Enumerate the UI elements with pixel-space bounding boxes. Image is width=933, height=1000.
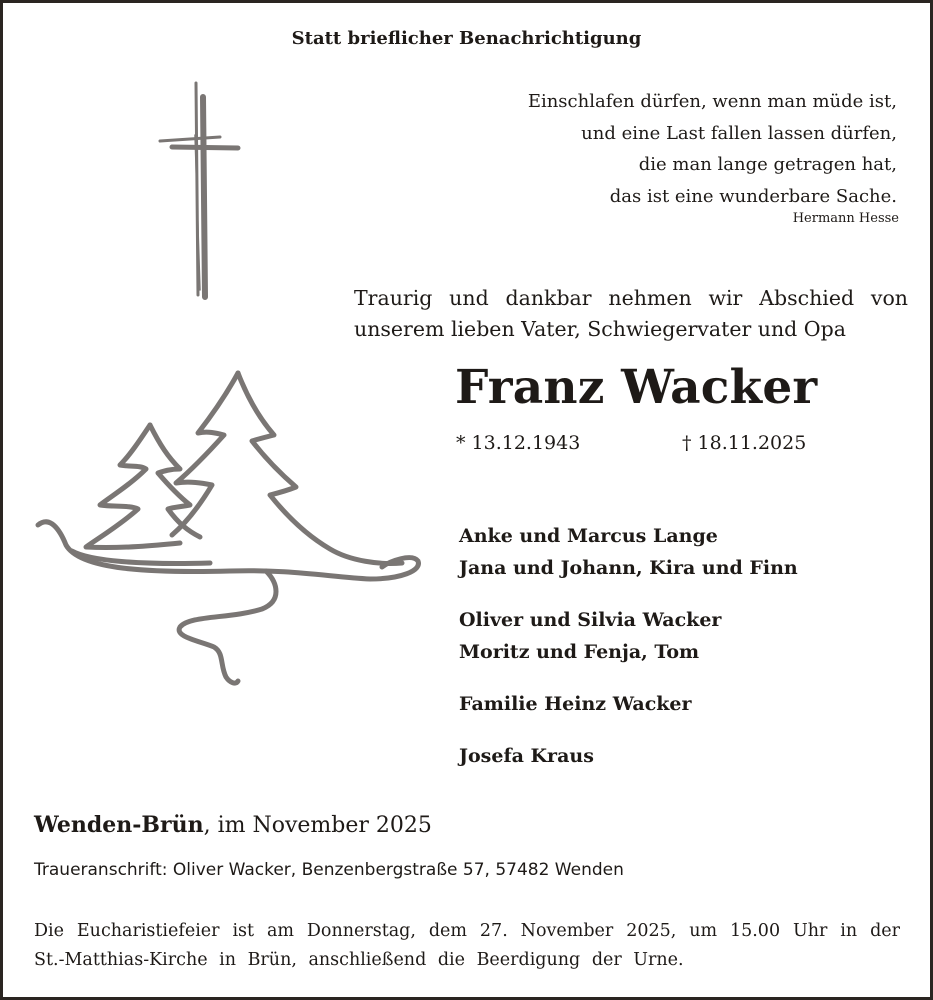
death-date: † 18.11.2025 (682, 432, 807, 454)
service-notice-line-1: Die Eucharistiefeier ist am Donnerstag, dem 27. November 2025, um 15.00 Uhr in der (34, 921, 900, 941)
poem-line: und eine Last fallen lassen dürfen, (581, 122, 897, 144)
mourner-group (459, 740, 798, 772)
poem (528, 86, 897, 212)
service-notice-line-2: St.-Matthias-Kirche in Brün, anschließend die Beerdigung der Urne. (34, 950, 684, 970)
mourner-line: Oliver und Silvia Wacker (459, 609, 722, 631)
mourner-line: Jana und Johann, Kira und Finn (459, 557, 798, 579)
poem-line: die man lange getragen hat, (638, 154, 897, 175)
birth-date: * 13.12.1943 (456, 432, 581, 454)
mourner-group (459, 688, 798, 720)
header: Statt brieflicher Benachrichtigung (291, 28, 642, 49)
mourner-line: Moritz und Fenja, Tom (459, 641, 700, 663)
deceased-name: Franz Wacker (455, 360, 818, 415)
mourning-address: Traueranschrift: Oliver Wacker, Benzenbergstraße 57, 57482 Wenden (34, 860, 624, 880)
mourner-group (459, 604, 798, 668)
mourners-list (459, 520, 798, 792)
closing-place: Wenden-Brün (34, 812, 204, 838)
poem-line: das ist eine wunderbare Sache. (609, 185, 897, 207)
intro-line-2: unserem lieben Vater, Schwiegervater und Opa (354, 317, 846, 341)
intro-line-1: Traurig und dankbar nehmen wir Abschied von (354, 286, 908, 310)
service-notice (34, 917, 900, 975)
poem-author: Hermann Hesse (792, 211, 899, 226)
mourner-line: Josefa Kraus (459, 745, 594, 767)
cross-icon (150, 75, 250, 305)
mourner-line: Anke und Marcus Lange (459, 525, 718, 547)
intro-text (354, 283, 908, 345)
closing-date: , im November 2025 (203, 813, 432, 838)
mourner-group (459, 520, 798, 584)
trees-icon (30, 365, 430, 690)
closing-line (34, 812, 432, 838)
poem-line: Einschlafen dürfen, wenn man müde ist, (527, 91, 897, 112)
mourner-line: Familie Heinz Wacker (459, 693, 692, 715)
